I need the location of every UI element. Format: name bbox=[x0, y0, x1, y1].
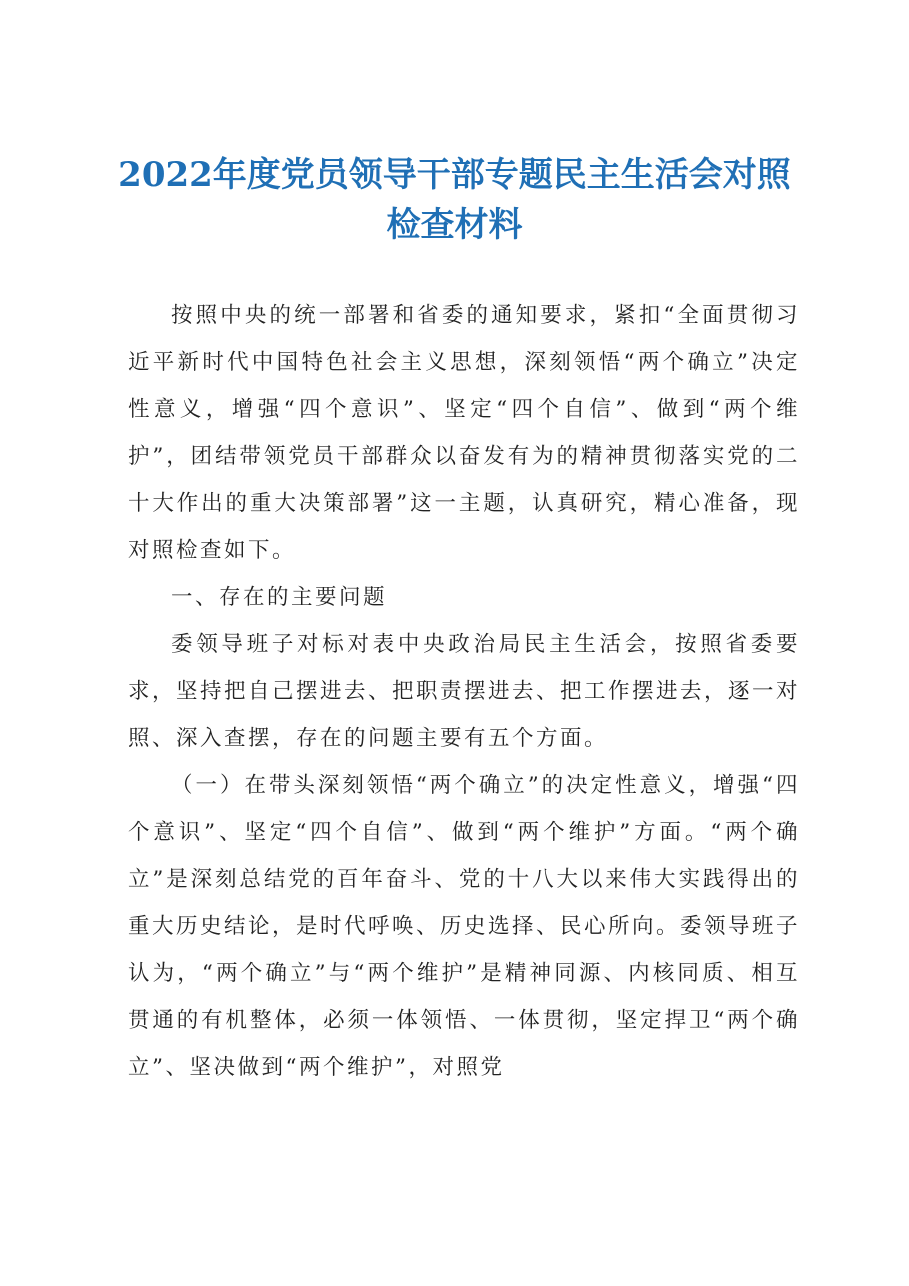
paragraph-item-1: （一）在带头深刻领悟“两个确立”的决定性意义，增强“四个意识”、坚定“四个自信”、做到“两个维护”方面。“两个确立”是深刻总结党的百年奋斗、党的十八大以来伟大实践得出的重大历史结论，是时代呼唤、历史选择、民心所向。委领导班子认为，“两个确立”与“两个维护”是精神同源、内核同质、相互贯通的有机整体，必须一体领悟、一体贯彻，坚定捍卫“两个确立”、坚决做到“两个维护”，对照党 bbox=[128, 773, 801, 1080]
document-body bbox=[128, 292, 800, 1091]
section-heading: 一、存在的主要问题 bbox=[171, 585, 388, 610]
document-title bbox=[100, 150, 809, 250]
paragraph-intro: 按照中央的统一部署和省委的通知要求，紧扣“全面贯彻习近平新时代中国特色社会主义思想，深刻领悟“两个确立”决定性意义，增强“四个意识”、坚定“四个自信”、做到“两个维护”，团结带领党员干部群众以奋发有为的精神贯彻落实党的二十大作出的重大决策部署”这一主题，认真研究，精心准备，现对照检查如下。 bbox=[128, 303, 800, 563]
paragraph-overview: 委领导班子对标对表中央政治局民主生活会，按照省委要求，坚持把自己摆进去、把职责摆进去、把工作摆进去，逐一对照、深入查摆，存在的问题主要有五个方面。 bbox=[128, 632, 801, 751]
title-line-2: 检查材料 bbox=[386, 205, 523, 245]
title-line-1: 2022年度党员领导干部专题民主生活会对照 bbox=[118, 155, 791, 195]
